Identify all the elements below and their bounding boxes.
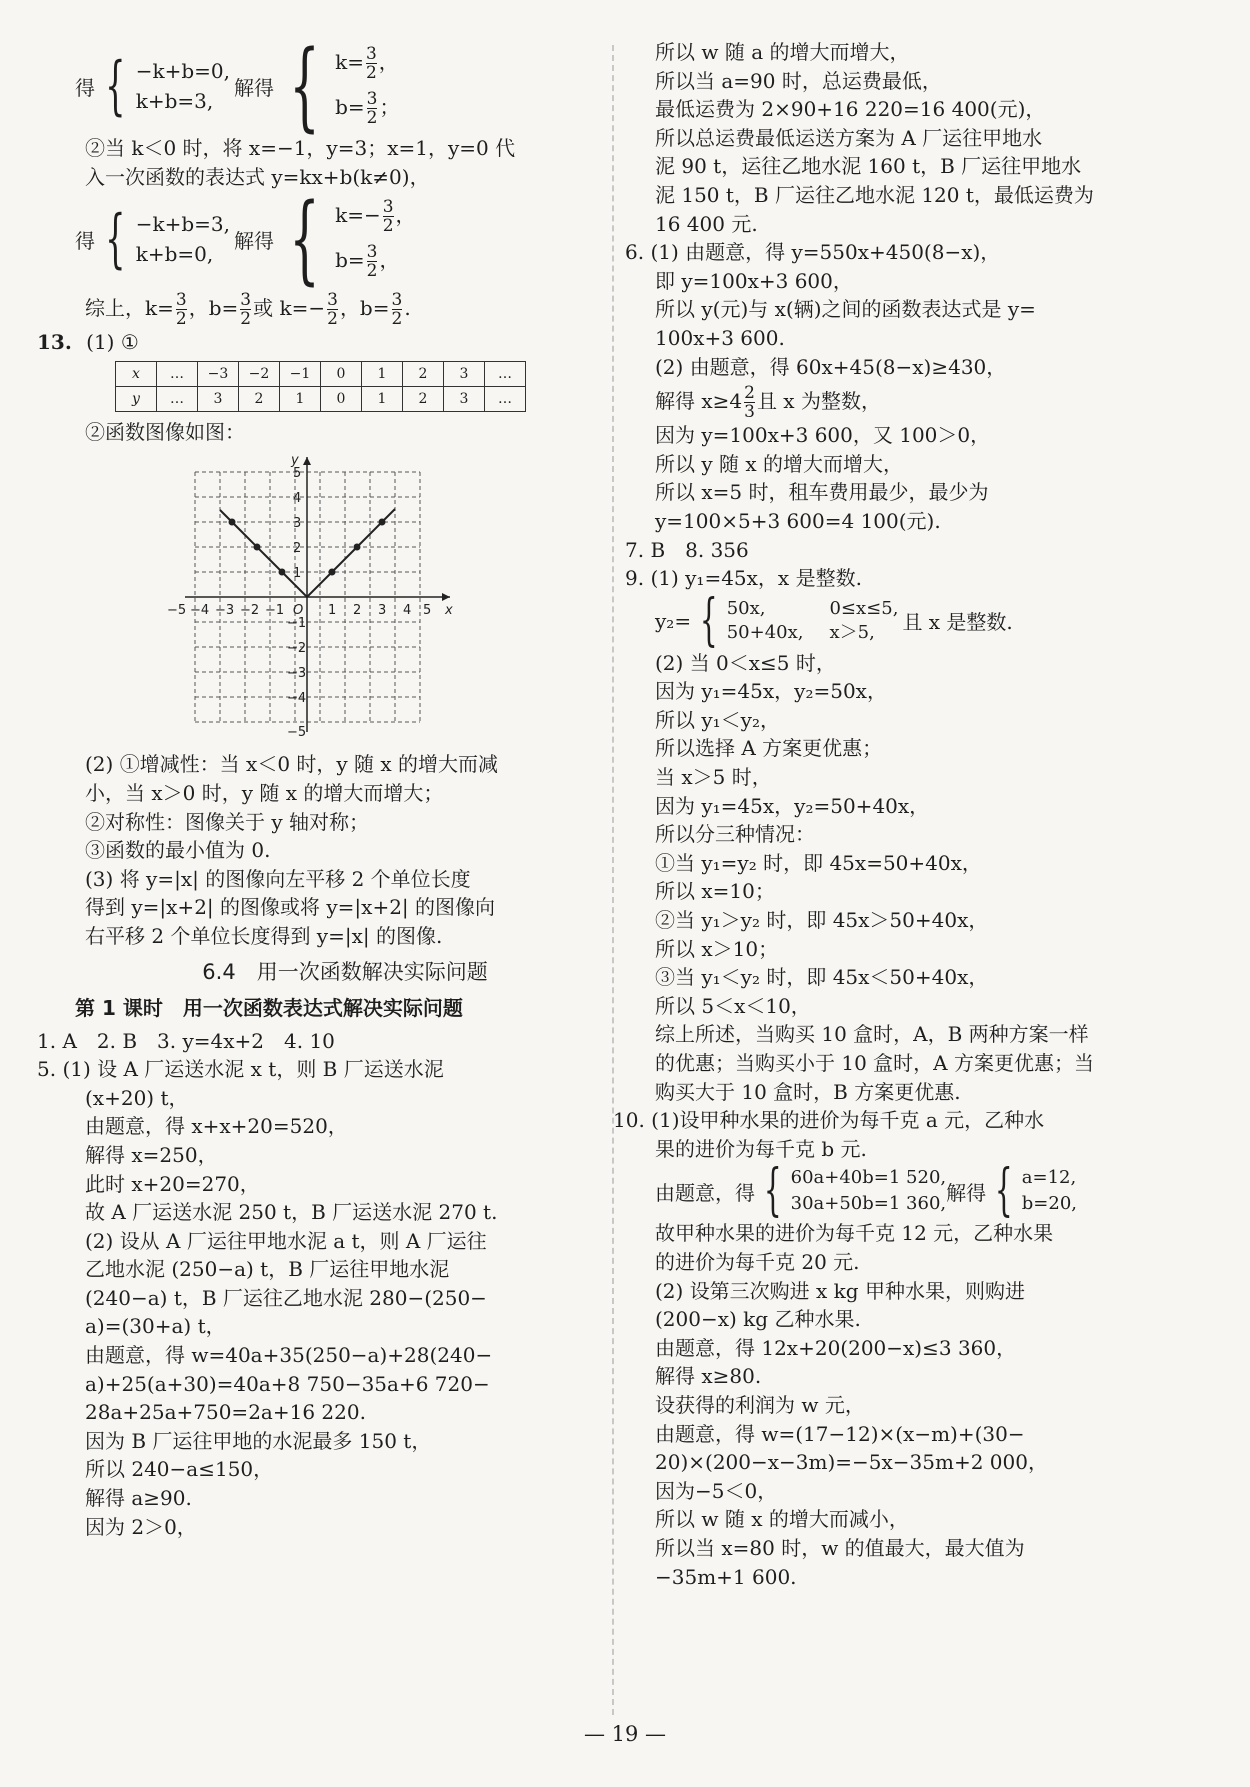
solution-stack	[335, 45, 399, 127]
solution-k: k=− $\frac{3}{2}$ ，	[335, 197, 416, 237]
q10-line: 的进价为每千克 20 元.	[655, 1249, 860, 1274]
y2-label: y₂=	[655, 608, 692, 633]
left-column	[37, 30, 605, 1541]
q9-line: 的优惠；当购买小于 10 盒时，A 方案更优惠；当	[655, 1051, 1094, 1075]
q6-line: 因为 y=100x+3 600，又 100＞0，	[655, 423, 991, 448]
equation: k+b=0,	[135, 242, 214, 267]
y-axis-arrow	[303, 457, 311, 465]
table-cell: 0	[321, 361, 362, 386]
table-cell: …	[485, 386, 526, 411]
equation: −k+b=3,	[135, 212, 230, 237]
svg-text:1: 1	[293, 566, 302, 582]
text-line: 小，当 x＞0 时，y 随 x 的增大而增大；	[85, 780, 444, 805]
svg-text:2: 2	[353, 603, 362, 619]
q6-line: 即 y=100x+3 600，	[655, 268, 853, 293]
q5-line: a)=(30+a) t，	[85, 1314, 226, 1339]
q5-cont-line: 所以 w 随 a 的增大而增大，	[655, 40, 910, 64]
q6-line: 所以 y 随 x 的增大而增大，	[655, 451, 904, 476]
svg-text:3: 3	[378, 603, 387, 619]
table-cell: 1	[362, 386, 403, 411]
question-number: 13.	[37, 330, 72, 355]
svg-text:3: 3	[293, 516, 302, 532]
svg-text:−2: −2	[287, 641, 307, 657]
solution-b: b= $\frac{3}{2}$ ，	[335, 242, 400, 282]
equation-stack	[136, 209, 230, 269]
q9-line: 购买大于 10 盒时，B 方案更优惠.	[655, 1079, 961, 1104]
table-cell: 2	[403, 386, 444, 411]
q5-line: (240−a) t，B 厂运往乙地水泥 280−(250−	[85, 1285, 487, 1310]
svg-text:−4: −4	[190, 603, 210, 619]
q5-cont-line: 泥 150 t，B 厂运往乙地水泥 120 t，最低运费为	[655, 182, 1094, 207]
svg-text:−4: −4	[287, 691, 307, 707]
q9-line: ①当 y₁=y₂ 时，即 45x=50+40x，	[655, 850, 982, 875]
svg-text:4: 4	[293, 491, 302, 507]
solution-b: b= $\frac{3}{2}$ ；	[335, 89, 400, 128]
q9-line: 9. (1) y₁=45x，x 是整数.	[625, 566, 862, 591]
brace-left: {	[699, 587, 718, 653]
q6-line: 所以 y(元)与 x(辆)之间的函数表达式是 y=	[655, 297, 1036, 322]
text-line: 入一次函数的表达式 y=kx+b(k≠0)，	[85, 164, 430, 189]
q5-line: 故 A 厂运送水泥 250 t，B 厂运送水泥 270 t.	[85, 1200, 498, 1225]
q5-line: a)+25(a+30)=40a+8 750−35a+6 720−	[85, 1371, 490, 1396]
x-axis-arrow	[442, 593, 450, 601]
svg-text:−1: −1	[287, 616, 307, 632]
brace-left: {	[105, 202, 126, 277]
jiede-label: 解得	[946, 1180, 987, 1205]
equation-stack	[136, 56, 230, 116]
piecewise-conds: 0≤x≤5, x＞5,	[829, 597, 899, 643]
q5-line: 所以 240−a≤150，	[85, 1457, 274, 1482]
answers-1-4: 1. A 2. B 3. y=4x+2 4. 10	[37, 1028, 335, 1053]
text-line: 右平移 2 个单位长度得到 y=|x| 的图像.	[85, 923, 443, 948]
q5-cont-line: 泥 90 t，运往乙地水泥 160 t，B 厂运往甲地水	[655, 154, 1082, 179]
table-cell: 0	[321, 386, 362, 411]
q5-cont-line: 最低运费为 2×90+16 220=16 400(元)，	[655, 97, 1046, 122]
q9-line: 因为 y₁=45x，y₂=50x，	[655, 679, 887, 704]
svg-text:4: 4	[403, 603, 412, 619]
system-2	[75, 183, 605, 296]
q5-line: 乙地水泥 (250−a) t，B 厂运往甲地水泥	[85, 1257, 450, 1282]
text-line: (2) ①增减性：当 x＜0 时，y 随 x 的增大而减	[85, 752, 499, 777]
q10-line: 由题意，得 12x+20(200−x)≤3 360，	[655, 1335, 1017, 1360]
q5-line: 解得 x=250，	[85, 1142, 218, 1167]
q10-line: 因为−5＜0，	[655, 1478, 778, 1503]
svg-text:5: 5	[423, 603, 432, 619]
table-row-y	[116, 386, 526, 411]
q10-line: 10. (1)设甲种水果的进价为每千克 a 元，乙种水	[613, 1108, 1045, 1133]
text-line: ②对称性：图像关于 y 轴对称；	[85, 809, 370, 834]
q13-head	[37, 328, 605, 357]
svg-text:5: 5	[293, 466, 302, 482]
q9-line: ③当 y₁＜y₂ 时，即 45x＜50+40x，	[655, 965, 989, 990]
q9-line: 所以选择 A 方案更优惠；	[655, 736, 883, 761]
svg-text:y: y	[291, 453, 299, 469]
table-row-x	[116, 361, 526, 386]
q9-line: 当 x＞5 时，	[655, 765, 772, 790]
q10-line: 所以当 x=80 时，w 的值最大，最大值为	[655, 1535, 1025, 1560]
svg-text:−3: −3	[215, 603, 235, 619]
svg-text:−3: −3	[287, 666, 307, 682]
svg-text:1: 1	[328, 603, 337, 619]
jiede-label: 解得	[234, 75, 274, 100]
svg-text:−5: −5	[287, 725, 307, 741]
de-label: 得	[75, 228, 95, 253]
piecewise-y2	[655, 587, 1175, 653]
equation: k+b=3,	[135, 89, 214, 113]
q6-line: 6. (1) 由题意，得 y=550x+450(8−x)，	[625, 240, 1001, 265]
svg-text:x: x	[445, 603, 453, 619]
abs-graph-svg	[165, 452, 465, 742]
q5-cont-line: 所以总运费最低运送方案为 A 厂运往甲地水	[655, 125, 1043, 150]
brace-left: {	[995, 1158, 1013, 1224]
q9-line: 综上所述，当购买 10 盒时，A，B 两种方案一样	[655, 1022, 1089, 1047]
q10-line: 由题意，得 w=(17−12)×(x−m)+(30−	[655, 1421, 1025, 1446]
q10-line: 设获得的利润为 w 元，	[655, 1392, 865, 1417]
q5-line: (2) 设从 A 厂运往甲地水泥 a t，则 A 厂运往	[85, 1228, 487, 1253]
brace-left: {	[289, 30, 320, 142]
q10-line: 解得 x≥80.	[655, 1364, 762, 1389]
equation: −k+b=0,	[135, 59, 230, 83]
value-table	[115, 361, 526, 412]
q10-line: −35m+1 600.	[655, 1564, 797, 1589]
system-1	[75, 30, 605, 142]
brace-left: {	[289, 183, 320, 296]
q5-cont-line: 所以当 a=90 时，总运费最低，	[655, 68, 942, 93]
de-label: 由题意，得	[655, 1180, 755, 1205]
q5-line: 因为 B 厂运往甲地的水泥最多 150 t，	[85, 1428, 432, 1453]
brace-left: {	[763, 1158, 782, 1224]
q10-line: (200−x) kg 乙种水果.	[655, 1307, 861, 1332]
table-cell: −1	[280, 361, 321, 386]
q9-line: (2) 当 0＜x≤5 时，	[655, 650, 836, 675]
q9-line: 所以分三种情况：	[655, 822, 815, 847]
solution-stack: a=12, b=20,	[1021, 1167, 1077, 1215]
table-cell: −3	[198, 361, 239, 386]
equation-stack: 60a+40b=1 520, 30a+50b=1 360,	[790, 1167, 947, 1215]
svg-text:−5: −5	[167, 603, 187, 619]
svg-text:−2: −2	[240, 603, 260, 619]
answers-7-8: 7. B 8. 356	[625, 537, 749, 562]
brace-left: {	[105, 49, 126, 123]
q9-line: ②当 y₁＞y₂ 时，即 45x＞50+40x，	[655, 908, 989, 933]
table-cell: 3	[198, 386, 239, 411]
de-label: 得	[75, 75, 95, 100]
q9-line: 所以 x=10；	[655, 879, 775, 904]
q6-line: 100x+3 600.	[655, 325, 785, 350]
svg-text:O: O	[293, 603, 304, 619]
svg-text:2: 2	[293, 541, 302, 557]
q5-line: 此时 x+20=270，	[85, 1171, 260, 1196]
graph-caption: ②函数图像如图：	[85, 419, 245, 444]
table-cell: 2	[403, 361, 444, 386]
text-line: ③函数的最小值为 0.	[85, 838, 271, 863]
q6-line: 所以 x=5 时，租车费用最少，最少为	[655, 480, 989, 505]
solution-k: k= $\frac{3}{2}$ ，	[335, 44, 399, 83]
lesson-title: 第 1 课时 用一次函数表达式解决实际问题	[75, 995, 463, 1020]
text-line: (3) 将 y=|x| 的图像向左平移 2 个单位长度	[85, 866, 471, 891]
piecewise-exprs: 50x, 50+40x,	[726, 597, 804, 643]
table-cell: 1	[280, 386, 321, 411]
q10-line: 果的进价为每千克 b 元.	[655, 1136, 867, 1161]
q9-line: 所以 y₁＜y₂，	[655, 707, 780, 732]
q9-line: 所以 x＞10；	[655, 936, 779, 961]
q10-line: 故甲种水果的进价为每千克 12 元，乙种水果	[655, 1221, 1054, 1246]
text-line: ②当 k＜0 时，将 x=−1，y=3；x=1，y=0 代	[85, 136, 516, 160]
solution-stack	[335, 198, 415, 280]
jiede-label: 解得	[234, 228, 274, 253]
right-column	[613, 38, 1175, 1591]
q10-line: (2) 设第三次购进 x kg 甲种水果，则购进	[655, 1278, 1025, 1303]
q5-cont-line: 16 400 元.	[655, 211, 758, 236]
table-cell: …	[485, 361, 526, 386]
table-cell: …	[157, 361, 198, 386]
text-line: 得到 y=|x+2| 的图像或将 y=|x+2| 的图像向	[85, 895, 496, 920]
section-title: 6.4 用一次函数解决实际问题	[202, 959, 488, 984]
table-cell: 2	[239, 386, 280, 411]
q9-line: 因为 y₁=45x，y₂=50+40x，	[655, 793, 930, 818]
table-cell: x	[116, 361, 157, 386]
q5-line: 由题意，得 w=40a+35(250−a)+28(240−	[85, 1343, 493, 1368]
q5-line: 28a+25a+750=2a+16 220.	[85, 1400, 366, 1425]
q6-line: (2) 由题意，得 60x+45(8−x)≥430，	[655, 354, 1007, 379]
q6-line: y=100×5+3 600=4 100(元).	[655, 508, 941, 533]
function-graph	[165, 452, 605, 746]
q5-line: 5. (1) 设 A 厂运送水泥 x t，则 B 厂运送水泥	[37, 1057, 444, 1082]
part-label: (1) ①	[86, 330, 139, 355]
q10-line: 所以 w 随 x 的增大而减小，	[655, 1507, 909, 1532]
piecewise-tail: 且 x 是整数.	[902, 610, 1013, 635]
summary-line: 综上，k= $\frac{3}{2}$ ，b= $\frac{3}{2}$ 或 k=− $\frac{3}{2}$ ，b= $\frac{3}{2}$ .	[85, 290, 411, 330]
table-cell: 3	[444, 361, 485, 386]
table-cell: 3	[444, 386, 485, 411]
q10-line: 20)×(200−x−3m)=−5x−35m+2 000，	[655, 1450, 1048, 1475]
table-cell: …	[157, 386, 198, 411]
q6-solve-line: 解得 x≥4 $\frac{2}{3}$ 且 x 为整数，	[655, 383, 881, 423]
q9-line: 所以 5＜x＜10，	[655, 993, 811, 1018]
page-number: — 19 —	[583, 1722, 667, 1746]
table-cell: y	[116, 386, 157, 411]
svg-text:−1: −1	[265, 603, 285, 619]
q5-line: 因为 2＞0，	[85, 1514, 197, 1539]
table-cell: 1	[362, 361, 403, 386]
q5-line: (x+20) t，	[85, 1085, 189, 1110]
system-q10	[655, 1158, 1175, 1224]
column-divider	[612, 45, 614, 1715]
q5-line: 解得 a≥90.	[85, 1486, 192, 1511]
table-cell: −2	[239, 361, 280, 386]
q5-line: 由题意，得 x+x+20=520，	[85, 1114, 348, 1139]
